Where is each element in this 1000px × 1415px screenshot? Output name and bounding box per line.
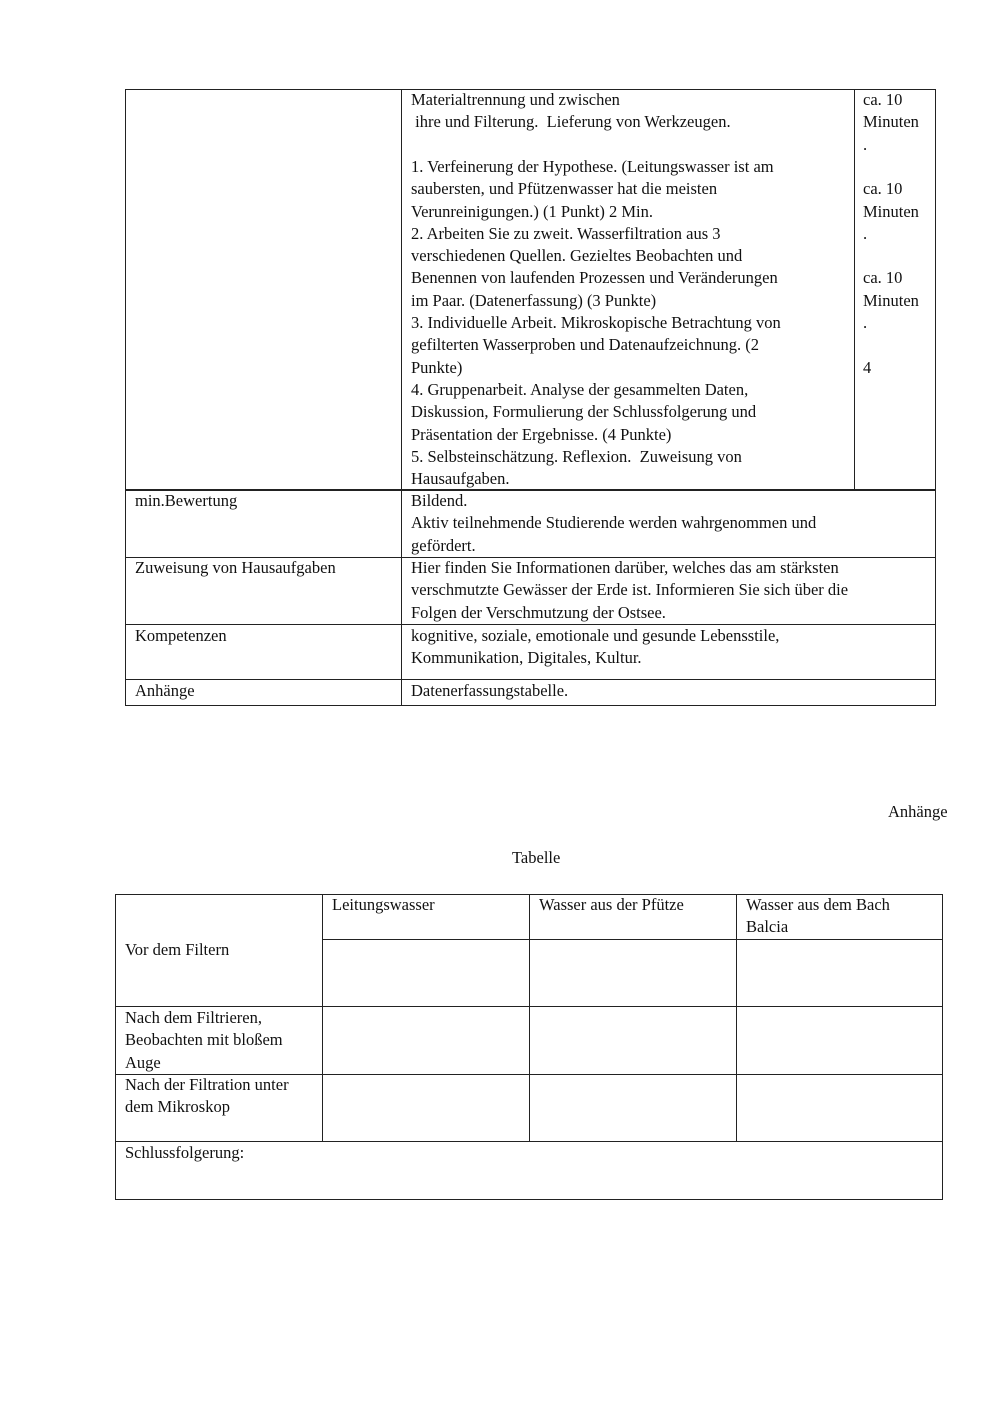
process-line: Verunreinigungen.) (1 Punkt) 2 Min. <box>411 201 653 221</box>
process-line: Diskussion, Formulierung der Schlussfolgerung und <box>411 402 757 422</box>
process-line: 5. Selbsteinschätzung. Reflexion. Zuweisung von <box>411 446 742 466</box>
table-border-bottom <box>125 705 936 706</box>
column-header-creek-water: Wasser aus dem Bach Balcia <box>746 895 890 937</box>
time-line: . <box>863 313 868 332</box>
grid-col-2 <box>529 894 530 1142</box>
process-line: Punkte) <box>411 357 463 377</box>
time-line: ca. 10 <box>863 90 903 109</box>
process-line: Hausaufgaben. <box>411 469 510 489</box>
row-value-line: verschmutzte Gewässer der Erde ist. Informieren Sie sich über die <box>411 580 849 600</box>
row-label-attachments: Anhänge <box>135 681 195 700</box>
row-value-line: kognitive, soziale, emotionale und gesunde Lebensstile, <box>411 626 780 645</box>
process-line: ihre und Filterung. Lieferung von Werkzeugen. <box>411 112 731 132</box>
process-line: 2. Arbeiten Sie zu zweit. Wasserfiltration aus 3 <box>411 223 721 243</box>
row-label-after-filtering-naked-eye: Nach dem Filtrieren, Beobachten mit bloßem Auge <box>125 1008 283 1072</box>
process-line: 1. Verfeinerung der Hypothese. (Leitungswasser ist am <box>411 156 774 176</box>
table-column-divider <box>401 89 402 706</box>
appendix-table-title: Tabelle <box>512 848 561 867</box>
row-label-homework: Zuweisung von Hausaufgaben <box>135 558 336 577</box>
time-line: 4 <box>863 357 872 377</box>
grid-col-3 <box>736 894 737 1142</box>
row-value-line: Aktiv teilnehmende Studierende werden wahrgenommen und <box>411 513 817 533</box>
process-line: im Paar. (Datenerfassung) (3 Punkte) <box>411 290 657 310</box>
process-line: Präsentation der Ergebnisse. (4 Punkte) <box>411 424 672 444</box>
grid-row-1-partial <box>322 939 943 940</box>
table-border-left <box>125 89 126 706</box>
time-column-divider <box>854 89 855 490</box>
table-border-right <box>935 89 936 706</box>
column-header-puddle-water: Wasser aus der Pfütze <box>539 895 684 914</box>
row-label-competences: Kompetenzen <box>135 626 227 645</box>
appendix-heading: Anhänge <box>888 802 948 821</box>
time-line: ca. 10 <box>863 268 903 288</box>
process-line: saubersten, und Pfützenwasser hat die meisten <box>411 179 718 199</box>
conclusion-label: Schlussfolgerung: <box>125 1143 245 1162</box>
process-line: Materialtrennung und zwischen <box>411 90 620 109</box>
time-line: . <box>863 134 868 154</box>
grid-col-1 <box>322 894 323 1142</box>
row-label-before-filtering: Vor dem Filtern <box>125 940 230 959</box>
row-divider-1 <box>125 489 936 491</box>
row-label-after-filtering-microscope: Nach der Filtration unter dem Mikroskop <box>125 1075 289 1117</box>
time-line: ca. 10 <box>863 179 903 199</box>
row-value-line: Kommunikation, Digitales, Kultur. <box>411 648 642 668</box>
process-line: verschiedenen Quellen. Gezieltes Beobachten und <box>411 246 743 266</box>
process-line: Benennen von laufenden Prozessen und Veränderungen <box>411 268 778 288</box>
row-value-line: Bildend. <box>411 491 468 510</box>
time-line: Minuten <box>863 201 919 221</box>
time-line: . <box>863 223 868 243</box>
row-value-line: Folgen der Verschmutzung der Ostsee. <box>411 602 666 622</box>
row-value-line: gefördert. <box>411 535 476 555</box>
row-label-assessment: min.Bewertung <box>135 491 238 510</box>
data-collection-table <box>0 880 1000 1210</box>
time-line: Minuten <box>863 112 919 132</box>
row-value-line: Hier finden Sie Informationen darüber, welches das am stärksten <box>411 558 839 577</box>
process-line: 3. Individuelle Arbeit. Mikroskopische Betrachtung von <box>411 313 781 332</box>
grid-bottom <box>115 1199 943 1200</box>
row-value-line: Datenerfassungstabelle. <box>411 681 569 700</box>
time-line: Minuten <box>863 290 919 310</box>
process-line: 4. Gruppenarbeit. Analyse der gesammelten Daten, <box>411 379 749 399</box>
grid-left <box>115 894 116 1200</box>
process-line: gefilterten Wasserproben und Datenaufzeichnung. (2 <box>411 335 759 355</box>
column-header-tap-water: Leitungswasser <box>332 895 435 914</box>
